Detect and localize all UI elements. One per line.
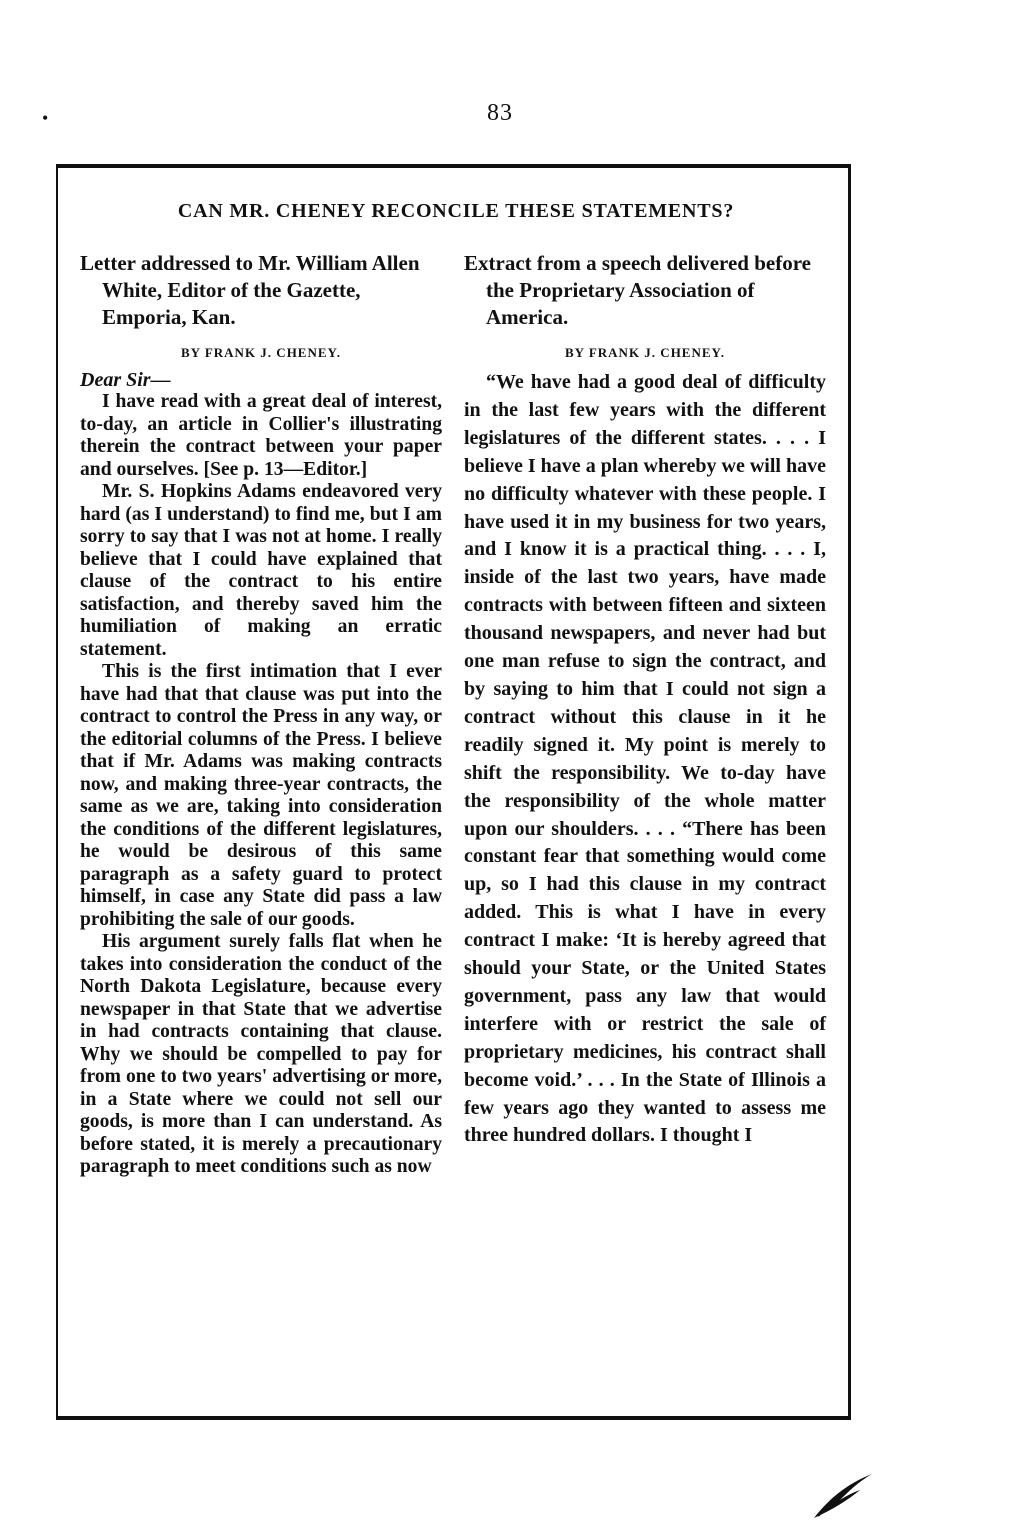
letter-salutation: Dear Sir— (80, 369, 171, 391)
letter-column (80, 250, 442, 1179)
speech-column (464, 250, 826, 1150)
letter-paragraph: This is the first intimation that I ever have had that that clause was put into the contract to control the Press in any way, or the editorial columns of the Press. I believe that if Mr. Adams was making contracts now, and making three-year contracts, the same as we are, taking into consideration the conditions of the different legislatures, he would be desirous of this same paragraph as a safety guard to protect himself, in case any State did pass a law prohibiting the sale of our goods. (80, 661, 442, 930)
letter-intro: Letter addressed to Mr. William Allen White, Editor of the Gazette, Emporia, Kan. (80, 251, 420, 329)
letter-paragraph: His argument surely falls flat when he takes into consideration the conduct of the North Dakota Legislature, because every newspaper in that State that we advertise in had contracts containing that clause. Why we should be compelled to pay for from one to two years' advertising or more, in a State where we could not sell our goods, is more than I can understand. As before stated, it is merely a precautionary paragraph to meet conditions such as now (80, 931, 442, 1177)
article-heading: CAN MR. CHENEY RECONCILE THESE STATEMENTS? (177, 200, 735, 222)
speech-byline: BY FRANK J. CHENEY. (565, 345, 725, 360)
letter-body (80, 391, 442, 1179)
speech-intro: Extract from a speech delivered before the Proprietary Association of America. (464, 251, 811, 329)
stray-mark: • (42, 108, 49, 128)
letter-paragraph: I have read with a great deal of interest, to-day, an article in Collier's illustrating therein the contract between your paper and ourselves. [See p. 13—Editor.] (80, 391, 442, 480)
page-number: 83 (487, 100, 513, 126)
speech-body: “We have had a good deal of difficulty in the last few years with the different legislatures of the different states. . . . I believe I have a plan whereby we will have no difficulty whatever with these people. I have used it in my business for two years, and I know it is a practical thing. . . . I, inside of the last two years, have made contracts with between fifteen and sixteen thousand newspapers, and never had but one man refuse to sign the contract, and by saying to him that I could not sign a contract without this clause in it he readily signed it. My point is merely to shift the responsibility. We to-day have the responsibility of the whole matter upon our shoulders. . . . “There has been constant fear that something would come up, so I had this clause in my contract added. This is what I have in every contract I make: ‘It is hereby agreed that should your State, or the United States government, pass any law that would interfere with or restrict the sale of proprietary medicines, his contract shall become void.’ . . . In the State of Illinois a few years ago they wanted to assess me three hundred dollars. I thought I (464, 371, 826, 1147)
letter-byline: BY FRANK J. CHENEY. (181, 345, 341, 360)
letter-paragraph: Mr. S. Hopkins Adams endeavored very hard (as I understand) to find me, but I am sorry to say that I was not at home. I really believe that I could have explained that clause of the contract to his entire satisfaction, and thereby saved him the humiliation of making an erratic statement. (80, 481, 442, 660)
quill-ornament-icon (812, 1470, 874, 1520)
